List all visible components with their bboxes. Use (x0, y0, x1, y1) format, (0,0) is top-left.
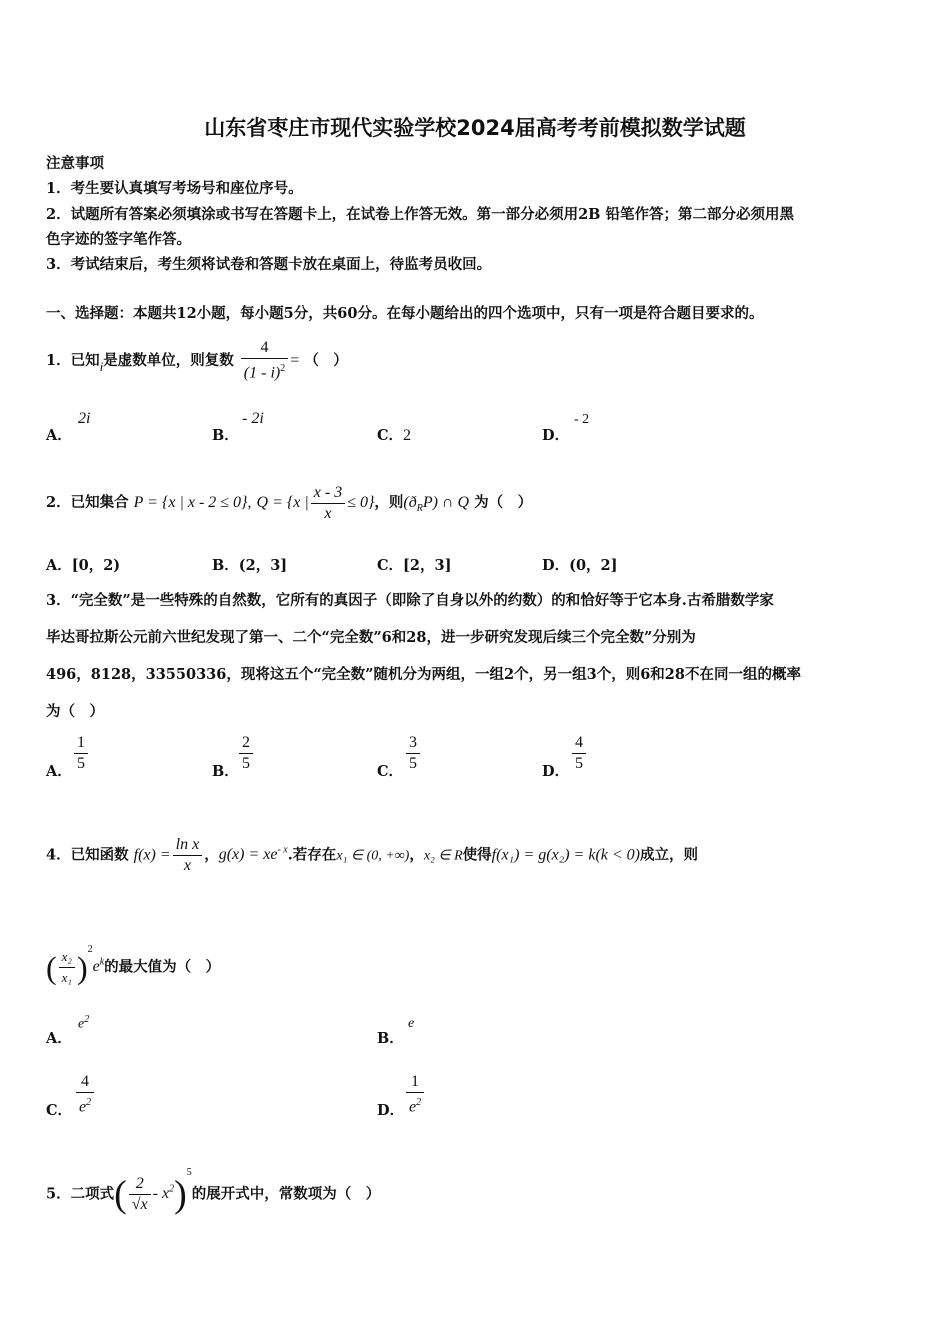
frac-num: 1 (74, 733, 88, 754)
option-value: [2，3] (403, 557, 452, 574)
frac-den-exp: 2 (86, 1097, 92, 1108)
q4-prefix: 4．已知函数 (46, 846, 129, 864)
q4-option-a-value (78, 1014, 89, 1033)
frac-den: 5 (77, 755, 85, 772)
q2-suffix: 为（ ） (474, 494, 533, 511)
q4-option-d: D． (377, 1102, 405, 1119)
q2-q-num: x - 3 (311, 483, 345, 504)
q2-option-c (377, 554, 451, 575)
q5-outer-exp: 5 (186, 1166, 192, 1178)
q4-x2: x₂ ∈ R (423, 848, 463, 864)
q1-den-exp: 2 (280, 363, 286, 375)
q4-f-left: f(x) = (133, 846, 171, 864)
frac-den (406, 1093, 424, 1117)
q3-option-d-fraction (572, 733, 586, 774)
q3-option-d: D． (542, 763, 570, 780)
q3-option-a-fraction (74, 733, 88, 774)
q2-option-a (46, 554, 120, 575)
q1-prefix: 1．已知 (46, 352, 100, 369)
q4-g-text: g(x) = xe (218, 846, 278, 864)
question-2 (46, 470, 532, 542)
notice-heading: 注意事项 (46, 155, 104, 172)
option-label: D． (542, 427, 570, 444)
q4-expr-exp: 2 (87, 943, 93, 955)
option-value: (2，3] (238, 557, 288, 574)
option-value: (0，2] (569, 557, 618, 574)
q4-option-c: C． (46, 1102, 73, 1119)
q5-suffix: 的展开式中，常数项为（ ） (191, 1185, 381, 1203)
page-title: 山东省枣庄市现代实验学校2024届高考考前模拟数学试题 (204, 116, 746, 140)
q5-num: 2 (129, 1174, 151, 1195)
q3-option-b: B． (212, 763, 239, 780)
q1-option-b-value: - 2i (242, 410, 264, 427)
frac-den: 5 (409, 755, 417, 772)
q1-frac-num: 4 (241, 338, 288, 359)
q5-minus-exp: 2 (169, 1184, 175, 1195)
question-5 (46, 1150, 380, 1234)
q2-expr-open: (ð (403, 494, 417, 511)
q2-comma: , (247, 494, 252, 511)
q2-set-q-fraction (311, 483, 345, 524)
q1-option-d (542, 424, 569, 445)
q2-expr (403, 494, 470, 515)
option-label: C． (377, 427, 404, 444)
frac-den: 5 (575, 755, 583, 772)
question-3-line: 为（ ） (46, 703, 104, 720)
q4-option-d-fraction (406, 1072, 424, 1117)
q1-mid: 是虚数单位，则复数 (103, 352, 234, 369)
question-1 (46, 326, 348, 396)
q2-mid: ，则 (374, 494, 404, 511)
q2-expr-sub: R (416, 503, 423, 515)
paren-close: ) (76, 949, 88, 986)
q2-prefix: 2．已知集合 (46, 494, 129, 511)
q4-x1: x₁ ∈ (0, +∞) (336, 848, 410, 864)
q4-expr-num: x₂ (59, 947, 75, 968)
q2-set-q-right: ≤ 0} (347, 494, 375, 511)
paren-open: ( (46, 949, 57, 986)
q4-option-a: A． (46, 1030, 72, 1047)
frac-num: 1 (406, 1072, 424, 1093)
q1-option-b (212, 424, 239, 445)
option-label: B． (212, 427, 239, 444)
question-4-expression (46, 928, 220, 1002)
q4-f-num: ln x (173, 835, 203, 856)
q4-condition: f(x₁) = g(x₂) = k(k < 0) (491, 846, 641, 864)
notice-item: 3．考试结束后，考生须将试卷和答题卡放在桌面上，待监考员收回。 (46, 256, 492, 273)
q5-minus-term (153, 1185, 174, 1202)
q1-var-i: i (99, 359, 104, 374)
q3-option-a: A． (46, 763, 72, 780)
q3-option-c: C． (377, 763, 404, 780)
q4-option-c-fraction (76, 1072, 94, 1117)
q4-g (219, 846, 288, 863)
q2-option-b (212, 554, 287, 575)
q1-frac-den (241, 359, 288, 383)
q4-expr-fraction (59, 947, 75, 988)
frac-den-base: e (409, 1098, 417, 1116)
option-label: D． (542, 557, 570, 574)
q2-set-q-left: Q = {x | (256, 494, 309, 511)
q4-mid-1: .若存在 (287, 846, 337, 864)
q4-f-fraction (173, 835, 203, 876)
q4-e: e (92, 958, 100, 976)
q4-g-exp: - x (277, 845, 288, 856)
paren-open: ( (114, 1173, 127, 1216)
q4-tail: 的最大值为（ ） (104, 958, 221, 976)
q4-option-b: B． (377, 1030, 404, 1047)
paren-close: ) (174, 1173, 187, 1216)
option-label: A． (46, 427, 72, 444)
frac-den (76, 1093, 94, 1117)
q4-e-exp: k (99, 957, 105, 968)
q1-option-d-value: - 2 (574, 412, 590, 427)
frac-den-base: e (79, 1098, 87, 1116)
q4-mid-2: 使得 (462, 846, 492, 864)
frac-num: 4 (572, 733, 586, 754)
question-3-line: 毕达哥拉斯公元前六世纪发现了第一、二个“完全数”6和28，进一步研究发现后续三个完全数”分别为 (46, 629, 696, 646)
q5-den: √x (131, 1195, 148, 1213)
option-value: [0，2) (71, 557, 121, 574)
frac-den: 5 (242, 755, 250, 772)
q3-option-b-fraction (239, 733, 253, 774)
notice-item: 色字迹的签字笔作答。 (46, 231, 191, 248)
q4-f-den: x (183, 856, 191, 874)
q4-option-b-value: e (408, 1016, 415, 1031)
question-3-line: 3．“完全数”是一些特殊的自然数，它所有的真因子（即除了自身以外的约数）的和恰好等于它本身.古希腊数学家 (46, 592, 774, 609)
question-3-line: 496，8128，33550336，现将这五个“完全数”随机分为两组，一组2个，另一组3个，则6和28不在同一组的概率 (46, 666, 801, 683)
q4-expr-e (93, 958, 105, 975)
q4-suffix: 成立，则 (640, 846, 699, 864)
option-label: C． (377, 557, 404, 574)
q5-prefix: 5．二项式 (46, 1185, 115, 1203)
option-value: e (78, 1016, 85, 1032)
frac-den-exp: 2 (416, 1097, 422, 1108)
question-4 (46, 816, 698, 891)
option-label: A． (46, 557, 72, 574)
notice-item: 1．考生要认真填写考场号和座位序号。 (46, 180, 303, 197)
q2-option-d (542, 554, 617, 575)
q4-expr-den: x₁ (61, 969, 72, 985)
frac-num: 4 (76, 1072, 94, 1093)
q2-q-den: x (324, 504, 332, 522)
q2-expr-rest: P) ∩ Q (422, 494, 470, 511)
option-exp: 2 (84, 1014, 90, 1025)
notice-item: 2．试题所有答案必须填涂或书写在答题卡上，在试卷上作答无效。第一部分必须用2B 铅笔作答；第二部分必须用黑 (46, 206, 794, 223)
q4-comma-1: ， (204, 846, 219, 864)
q2-set-p: P = {x | x - 2 ≤ 0} (133, 494, 248, 511)
frac-num: 2 (239, 733, 253, 754)
q1-option-a (46, 424, 72, 445)
q5-fraction (129, 1174, 151, 1215)
q1-eq: = (290, 352, 300, 369)
option-label: B． (212, 557, 239, 574)
q1-option-c-value: 2 (403, 427, 412, 444)
q5-minus: - x (152, 1185, 170, 1203)
q1-option-c (377, 424, 411, 445)
q3-option-c-fraction (406, 733, 420, 774)
q4-comma-2: ， (409, 846, 424, 864)
section-heading: 一、选择题：本题共12小题，每小题5分，共60分。在每小题给出的四个选项中，只有一项是符合题目要求的。 (46, 305, 764, 322)
q1-fraction (241, 338, 288, 383)
q1-suffix: （ ） (304, 352, 348, 369)
q1-option-a-value: 2i (78, 410, 91, 427)
q1-den-text: (1 - i) (243, 364, 281, 382)
frac-num: 3 (406, 733, 420, 754)
